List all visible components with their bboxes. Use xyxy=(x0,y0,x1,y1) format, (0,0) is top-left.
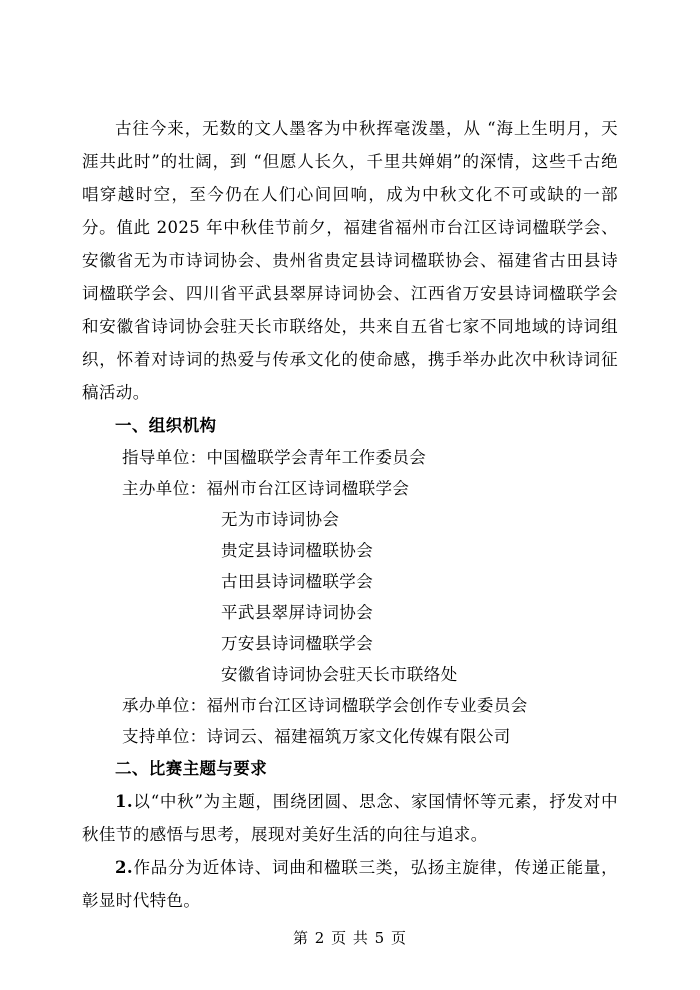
footer-suffix: 页 xyxy=(391,929,408,947)
org-row-value: 平武县翠屏诗词协会 xyxy=(221,603,374,622)
org-row xyxy=(82,504,618,535)
org-row xyxy=(82,442,618,473)
org-row xyxy=(82,473,618,504)
page-footer xyxy=(0,927,700,948)
organization-list xyxy=(82,442,618,752)
org-row-value: 无为市诗词协会 xyxy=(221,510,340,529)
org-row-value: 安徽省诗词协会驻天长市联络处 xyxy=(221,665,458,684)
org-row-label: 承办单位： xyxy=(122,696,207,715)
org-row xyxy=(82,659,618,690)
org-row-label: 指导单位： xyxy=(122,448,207,467)
org-row-value: 贵定县诗词楹联协会 xyxy=(221,541,374,560)
org-row-value: 中国楹联学会青年工作委员会 xyxy=(206,448,427,467)
requirement-text: 作品分为近体诗、词曲和楹联三类，弘扬主旋律，传递正能量，彰显时代特色。 xyxy=(82,858,618,910)
org-row xyxy=(82,566,618,597)
org-row xyxy=(82,690,618,721)
org-row-value: 福州市台江区诗词楹联学会 xyxy=(206,479,410,498)
footer-current-page: 2 xyxy=(314,929,326,947)
requirement-item xyxy=(82,851,618,917)
body-paragraph: 古往今来，无数的文人墨客为中秋挥毫泼墨，从 “海上生明月，天涯共此时”的壮阔，到 “但愿人长久，千里共婵娟”的深情，这些千古绝唱穿越时空，至今仍在人们心间回响，成为中秋文化不可或缺的一部分。值此 2025 年中秋佳节前夕，福建省福州市台江区诗词楹联学会、安徽省无为市诗词协会、贵州省贵定县诗词楹联协会、福建省古田县诗词楹联学会、四川省平武县翠屏诗词协会、江西省万安县诗词楹联学会和安徽省诗词协会驻天长市联络处，共来自五省七家不同地域的诗词组织，怀着对诗词的热爱与传承文化的使命感，携手举办此次中秋诗词征稿活动。 xyxy=(82,119,618,402)
org-row-value: 诗词云、福建福筑万家文化传媒有限公司 xyxy=(206,727,511,746)
org-row xyxy=(82,628,618,659)
requirement-number: 1. xyxy=(115,792,134,811)
footer-total-pages: 5 xyxy=(374,929,386,947)
org-row-label: 主办单位： xyxy=(122,479,207,498)
org-row xyxy=(82,597,618,628)
requirement-item xyxy=(82,785,618,851)
org-row-value: 福州市台江区诗词楹联学会创作专业委员会 xyxy=(206,696,528,715)
footer-middle: 页 共 xyxy=(331,929,369,947)
org-row-value: 万安县诗词楹联学会 xyxy=(221,634,374,653)
footer-prefix: 第 xyxy=(292,929,309,947)
org-row-label: 支持单位： xyxy=(122,727,207,746)
requirement-text: 以“中秋”为主题，围绕团圆、思念、家国情怀等元素，抒发对中秋佳节的感悟与思考，展现对美好生活的向往与追求。 xyxy=(82,792,618,844)
requirement-number: 2. xyxy=(115,858,134,877)
section-two-heading: 二、比赛主题与要求 xyxy=(115,759,268,778)
org-row xyxy=(82,721,618,752)
section-one-heading: 一、组织机构 xyxy=(115,416,217,435)
org-row-value: 古田县诗词楹联学会 xyxy=(221,572,374,591)
org-row xyxy=(82,535,618,566)
